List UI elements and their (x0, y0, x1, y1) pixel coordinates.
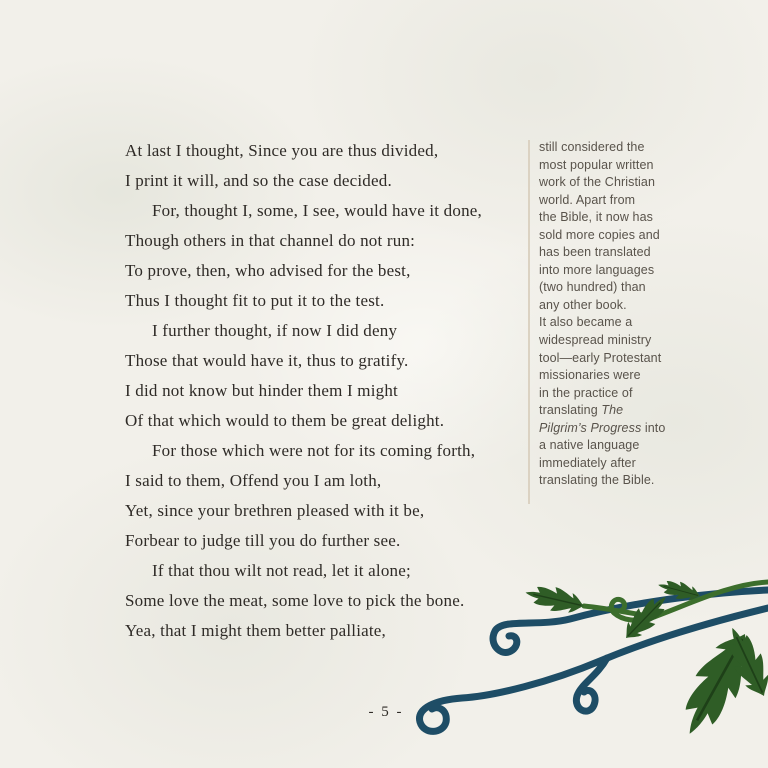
poem-line: I print it will, and so the case decided. (125, 171, 392, 190)
page-number: - 5 - (368, 704, 404, 720)
poem-line: I further thought, if now I did deny (152, 321, 398, 340)
sidebar-note-line: most popular written (539, 157, 654, 172)
sidebar-note-line: in the practice of (539, 385, 633, 400)
sidebar-note-line: missionaries were (539, 368, 641, 383)
poem-line: To prove, then, who advised for the best, (125, 261, 411, 280)
poem-line: Of that which would to them be great delight. (125, 411, 445, 430)
sidebar-note-line: translating The (539, 403, 624, 418)
sidebar-note-line: world. Apart from (539, 192, 636, 207)
sidebar-note-line: into more languages (539, 262, 655, 277)
poem-line: For those which were not for its coming forth, (152, 441, 476, 460)
poem-line: At last I thought, Since you are thus divided, (125, 141, 439, 160)
sidebar-note-line: the Bible, it now has (539, 210, 653, 225)
poem-line: Yea, that I might them better palliate, (125, 621, 387, 640)
poem-line: If that thou wilt not read, let it alone; (152, 561, 411, 580)
poem-line: Though others in that channel do not run: (125, 231, 416, 250)
sidebar-note-line: a native language (539, 438, 640, 453)
sidebar-divider-line (528, 140, 530, 504)
poem-line: For, thought I, some, I see, would have it done, (152, 201, 482, 220)
poem-text-block (125, 136, 555, 646)
vine-flourish-decoration (400, 576, 768, 768)
sidebar-note-line: any other book. (539, 297, 627, 312)
sidebar-note-line: tool—early Protestant (539, 350, 662, 365)
poem-line: I did not know but hinder them I might (125, 381, 398, 400)
sidebar-note-line: has been translated (539, 245, 651, 260)
poem-line: Thus I thought fit to put it to the test. (125, 291, 385, 310)
sidebar-note-text (539, 139, 674, 490)
sidebar-note-line: work of the Christian (539, 175, 656, 190)
poem-line: Those that would have it, thus to gratify. (125, 351, 409, 370)
sidebar-note-line: translating the Bible. (539, 473, 655, 488)
sidebar-note-line: Pilgrim’s Progress into (539, 420, 666, 435)
poem-line: Forbear to judge till you do further see. (125, 531, 401, 550)
sidebar-note-line: still considered the (539, 140, 645, 154)
poem-line: Yet, since your brethren pleased with it be, (125, 501, 425, 520)
sidebar-note-line: It also became a (539, 315, 633, 330)
sidebar-note-line: sold more copies and (539, 227, 660, 242)
sidebar-note-line: widespread ministry (539, 333, 652, 348)
sidebar-note-line: (two hundred) than (539, 280, 646, 295)
leaf (523, 581, 587, 618)
poem-line: I said to them, Offend you I am loth, (125, 471, 382, 490)
poem-line: Some love the meat, some love to pick the bone. (125, 591, 465, 610)
sidebar-note-line: immediately after (539, 455, 636, 470)
